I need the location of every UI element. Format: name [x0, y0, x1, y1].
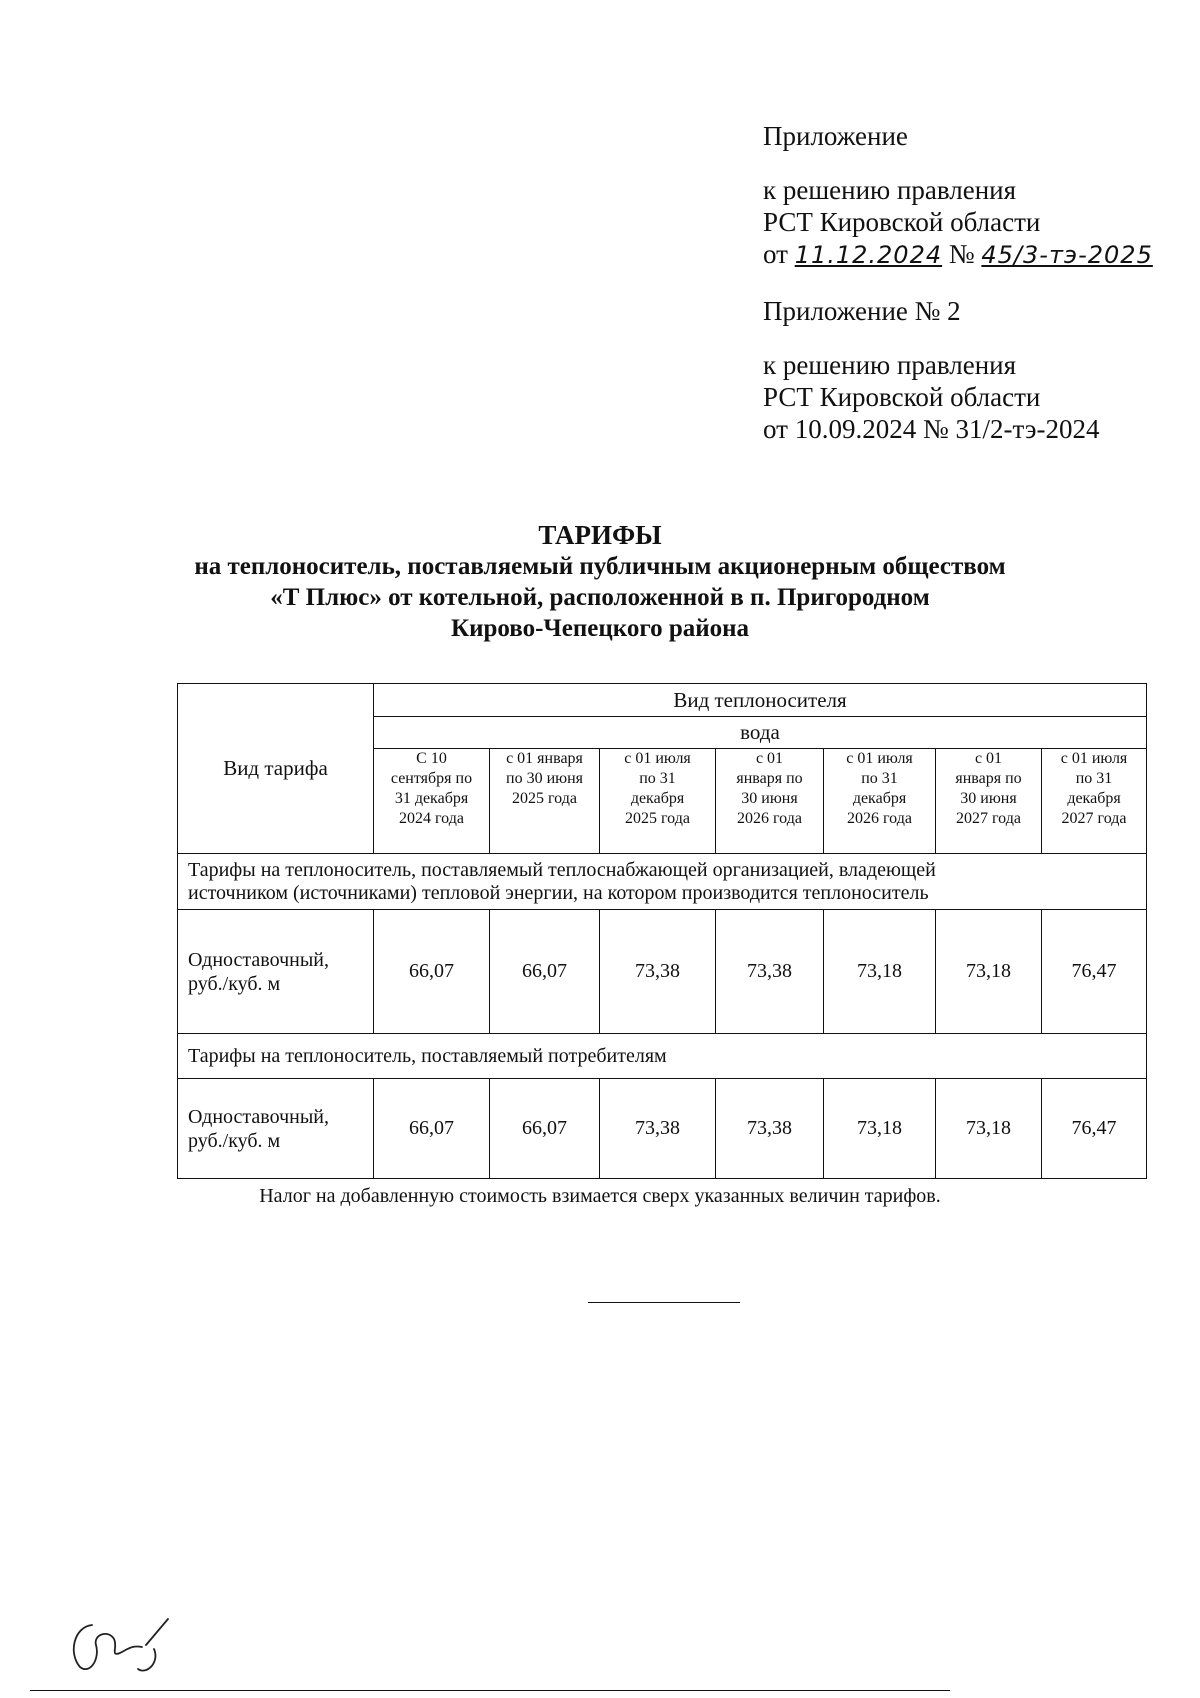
signature-icon — [62, 1605, 202, 1680]
carrier-name: вода — [374, 717, 1147, 749]
period-line: 30 июня — [741, 790, 798, 807]
handwritten-number: 45/3-тэ-2025 — [981, 241, 1153, 269]
period-line: декабря — [852, 790, 907, 807]
period-line: 2025 года — [512, 790, 577, 807]
page-bottom-rule — [30, 1690, 950, 1691]
annex-authority-line: РСТ Кировской области — [763, 207, 1041, 237]
period-line: января по — [736, 770, 803, 787]
tariff-value: 73,18 — [936, 1079, 1042, 1179]
annex2-title: Приложение № 2 — [763, 296, 961, 326]
period-line: 2027 года — [956, 810, 1021, 827]
tariffs-table — [177, 683, 1147, 1179]
tariff-value: 66,07 — [374, 910, 490, 1034]
tariff-value: 66,07 — [374, 1079, 490, 1179]
row-label-line-1: Одноставочный, — [188, 948, 329, 971]
title-sub-1: на теплоноситель, поставляемый публичным акционерным обществом — [194, 553, 1006, 580]
period-line: сентября по — [390, 770, 473, 787]
period-line: по 31 — [639, 770, 676, 787]
annex2-date-line: от 10.09.2024 № 31/2-тэ-2024 — [763, 414, 1100, 444]
document-title — [0, 520, 1200, 644]
tariff-value: 73,18 — [936, 910, 1042, 1034]
tariff-value: 73,38 — [600, 1079, 716, 1179]
tariff-value: 73,38 — [716, 1079, 824, 1179]
tariff-value: 73,38 — [600, 910, 716, 1034]
period-line: с 01 июля — [624, 750, 691, 767]
period-line: 31 декабря — [394, 790, 469, 807]
carrier-type-header: Вид теплоносителя — [374, 684, 1147, 717]
period-line: декабря — [1067, 790, 1121, 807]
period-line: с 01 июля — [1060, 750, 1128, 767]
row-label-line-1: Одноставочный, — [188, 1105, 329, 1128]
annex-title: Приложение — [763, 121, 908, 151]
tariff-value: 73,18 — [824, 1079, 936, 1179]
period-header — [490, 749, 600, 854]
tariff-value: 66,07 — [490, 1079, 600, 1179]
period-line: с 01 — [755, 750, 784, 767]
period-line: по 30 июня — [506, 770, 583, 787]
period-line: с 01 июля — [846, 750, 913, 767]
annex2-decision-line: к решению правления — [763, 350, 1017, 380]
period-line: 2025 года — [625, 810, 690, 827]
period-line: С 10 — [416, 750, 447, 767]
period-header — [374, 749, 490, 854]
section-supplier — [178, 854, 1147, 910]
row-label — [178, 910, 374, 1034]
tariff-value: 76,47 — [1042, 1079, 1147, 1179]
row-label-line-2: руб./куб. м — [188, 1129, 281, 1152]
table-row — [178, 1079, 1147, 1179]
tariff-value: 73,38 — [716, 910, 824, 1034]
tariff-value: 66,07 — [490, 910, 600, 1034]
end-rule — [588, 1302, 740, 1303]
annex-decision-line: к решению правления — [763, 175, 1017, 205]
title-sub-3: Кирово-Чепецкого района — [450, 615, 750, 642]
period-line: 2027 года — [1061, 810, 1127, 827]
period-header — [936, 749, 1042, 854]
annex-header — [763, 120, 1153, 445]
title-main: ТАРИФЫ — [538, 520, 662, 550]
period-header — [1042, 749, 1147, 854]
tariff-type-header: Вид тарифа — [178, 684, 374, 854]
annex-date-prefix: от — [763, 239, 788, 269]
period-line: с 01 — [974, 750, 1003, 767]
period-line: 2026 года — [737, 810, 802, 827]
period-line: с 01 января — [506, 750, 583, 767]
section-consumers: Тарифы на теплоноситель, поставляемый потребителям — [178, 1034, 1147, 1079]
handwritten-date: 11.12.2024 — [794, 241, 943, 269]
period-header — [716, 749, 824, 854]
vat-note: Налог на добавленную стоимость взимается сверх указанных величин тарифов. — [259, 1185, 941, 1207]
section-supplier-line-1: Тарифы на теплоноситель, поставляемый теплоснабжающей организацией, владеющей — [188, 858, 936, 881]
period-line: 2024 года — [399, 810, 464, 827]
annex-date-line — [763, 238, 1153, 271]
annex2-authority-line: РСТ Кировской области — [763, 382, 1041, 412]
row-label — [178, 1079, 374, 1179]
tariff-value: 76,47 — [1042, 910, 1147, 1034]
period-line: декабря — [630, 790, 685, 807]
period-header — [824, 749, 936, 854]
table-row — [178, 910, 1147, 1034]
title-sub-2: «Т Плюс» от котельной, расположенной в п. Пригородном — [270, 584, 930, 611]
period-line: января по — [955, 770, 1022, 787]
tariff-value: 73,18 — [824, 910, 936, 1034]
period-line: 30 июня — [960, 790, 1017, 807]
period-header — [600, 749, 716, 854]
annex-number-sign: № — [948, 239, 975, 269]
section-supplier-line-2: источником (источниками) тепловой энергии, на котором производится теплоноситель — [188, 881, 929, 904]
period-line: по 31 — [1075, 770, 1113, 787]
period-line: по 31 — [861, 770, 898, 787]
period-line: 2026 года — [847, 810, 912, 827]
row-label-line-2: руб./куб. м — [188, 972, 281, 995]
